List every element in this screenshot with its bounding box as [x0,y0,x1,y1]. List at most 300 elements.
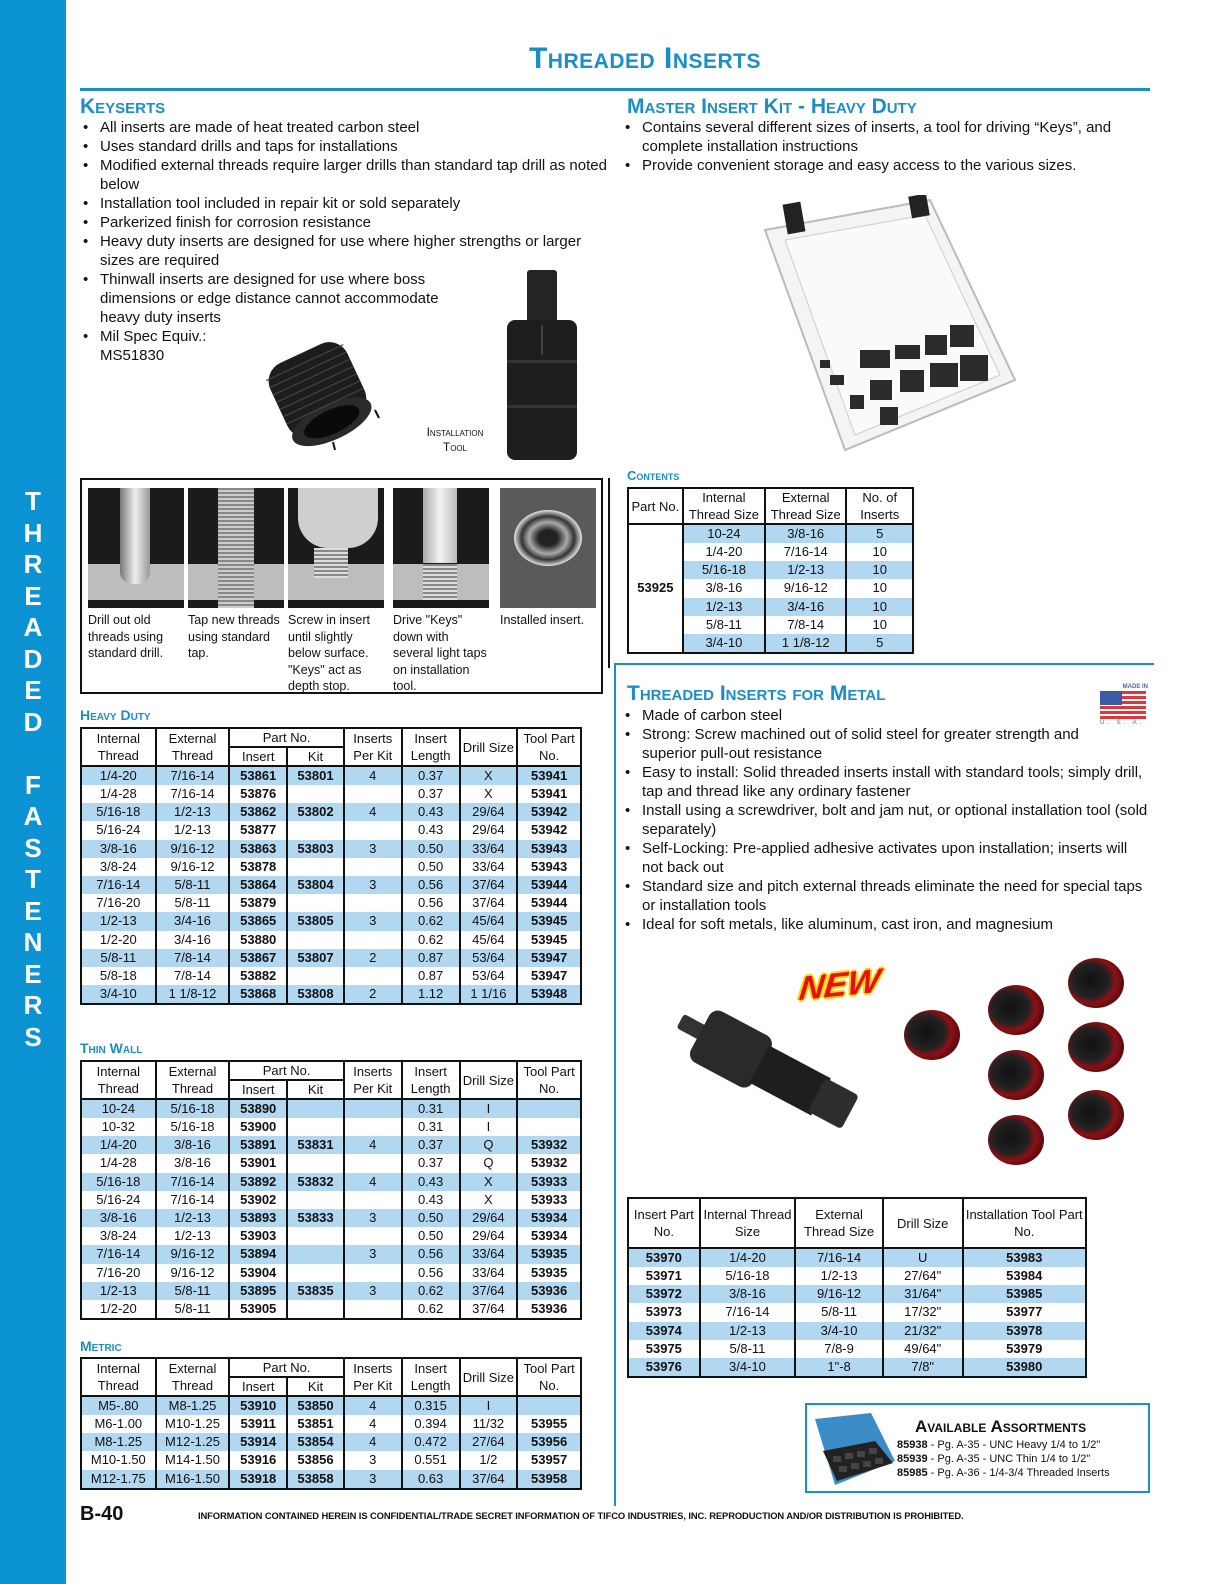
table-row [81,1396,581,1415]
table-cell: 53900 [229,1118,287,1136]
table-cell: 10 [846,598,913,616]
table-row [628,1285,1086,1303]
bullet: • Contains several different sizes of inserts, a tool for driving “Keys”, and complete installation instructions [622,118,1152,156]
table-cell: 10 [846,616,913,634]
table-cell: 53934 [517,1209,581,1227]
assortment-item[interactable]: 85939 - Pg. A-35 - UNC Thin 1/4 to 1/2" [897,1453,1091,1465]
table-cell: 53879 [229,894,287,912]
table-cell: 0.43 [402,821,460,839]
table-cell: 7/16-20 [81,1264,156,1282]
table-cell: 53893 [229,1209,287,1227]
table-cell: 9/16-12 [765,579,846,597]
table-cell [287,1227,344,1245]
table-cell: 3/8-16 [81,1209,156,1227]
table-cell: 53972 [628,1285,700,1303]
table-cell: 9/16-12 [156,1245,230,1263]
step-installed-photo [500,488,596,608]
table-cell: 7/16-14 [81,876,156,894]
table-cell: 53955 [517,1415,581,1433]
table-cell: 53856 [287,1451,344,1469]
table-cell: 53970 [628,1248,700,1267]
heavy-duty-heading: Heavy Duty [80,707,151,723]
table-cell: 5 [846,634,913,653]
table-cell: 3/4-10 [683,634,765,653]
table-cell: 49/64" [883,1340,963,1358]
table-cell: 5/16-18 [81,1173,156,1191]
table-cell: 7/8-14 [765,616,846,634]
table-cell: 4 [344,803,402,821]
table-cell: 53974 [628,1322,700,1340]
table-cell: 53890 [229,1099,287,1118]
assortment-item[interactable]: 85985 - Pg. A-36 - 1/4-3/4 Threaded Inserts [897,1467,1110,1479]
table-cell: 53867 [229,949,287,967]
table-cell: 53943 [517,858,581,876]
table-cell: 5/8-11 [81,949,156,967]
table-cell: 33/64 [460,858,518,876]
table-cell: 1/4-20 [700,1248,796,1267]
table-row [628,1340,1086,1358]
table-row [81,1300,581,1319]
table-cell: 53936 [517,1300,581,1319]
table-cell [287,1118,344,1136]
table-cell: 53975 [628,1340,700,1358]
table-cell: 29/64 [460,803,518,821]
step-drill: Drill out old threads using standard drill. [88,488,184,662]
page-title: Threaded Inserts [528,42,761,75]
page-number: B-40 [80,1503,124,1525]
table-cell: 53892 [229,1173,287,1191]
table-cell: 53944 [517,876,581,894]
table-cell: 3/4-10 [81,985,156,1004]
table-cell: 53911 [229,1415,287,1433]
table-cell: 2 [344,985,402,1004]
table-cell: 1/2-20 [81,1300,156,1319]
bullet: • Strong: Screw machined out of solid steel for greater strength and superior pull-out resistance [622,725,1082,763]
table-cell: 4 [344,1415,402,1433]
bullet: • Self-Locking: Pre-applied adhesive activates upon installation; inserts will not back out [622,839,1152,877]
bullet: • All inserts are made of heat treated carbon steel [80,118,610,137]
table-cell: 3 [344,1282,402,1300]
table-cell: 0.87 [402,967,460,985]
step-tap-photo [188,488,284,608]
contents-table: Part No. Internal Thread Size External Thread Size No. of Inserts 53925 10-24 3/8-16 5 1/4-20 7/16-14 10 5/16-18 1/2-13 10 3/8-16 9/16-12 10 1/2-13 3/4-16 10 5/8-11 7/8-14 10 3/4-10 1 1/8-12 5 [627,487,914,654]
table-row [81,1451,581,1469]
table-cell: 53833 [287,1209,344,1227]
table-cell: 0.56 [402,876,460,894]
table-cell [344,785,402,803]
assortments-heading: Available Assortments [915,1417,1087,1436]
table-cell: 0.56 [402,1245,460,1263]
table-cell: 0.63 [402,1470,460,1489]
table-cell: 53904 [229,1264,287,1282]
table-cell: 53832 [287,1173,344,1191]
step-installed: Installed insert. [500,488,596,629]
table-cell [344,821,402,839]
table-cell [517,1396,581,1415]
table-cell: 53851 [287,1415,344,1433]
table-cell: 5/8-11 [683,616,765,634]
table-row [81,1245,581,1263]
table-cell: 5/8-18 [81,967,156,985]
step-screw-in: Screw in insert until slightly below surface. "Keys" act as depth stop. [288,488,384,695]
table-cell [344,1154,402,1172]
table-row [81,1470,581,1489]
table-cell: 31/64" [883,1285,963,1303]
table-cell: M8-1.25 [156,1396,230,1415]
bullet: • Uses standard drills and taps for installations [80,137,610,156]
table-cell: 53876 [229,785,287,803]
table-row [81,1173,581,1191]
table-cell: 53894 [229,1245,287,1263]
table-cell: M14-1.50 [156,1451,230,1469]
table-cell: 37/64 [460,876,518,894]
table-cell: 3/8-16 [81,840,156,858]
table-cell [287,1191,344,1209]
table-row [628,524,913,543]
assortment-item[interactable]: 85938 - Pg. A-35 - UNC Heavy 1/4 to 1/2" [897,1439,1101,1451]
table-cell: 0.37 [402,1136,460,1154]
table-row [81,949,581,967]
bullet: • Easy to install: Solid threaded inserts install with standard tools; simply drill, tap and thread like any ordinary fastener [622,763,1152,801]
table-cell: 53861 [229,766,287,785]
table-cell: 53864 [229,876,287,894]
table-cell: 53831 [287,1136,344,1154]
table-cell: 45/64 [460,912,518,930]
table-row [81,1227,581,1245]
table-cell: 45/64 [460,931,518,949]
table-cell: 53976 [628,1358,700,1377]
table-row [628,1303,1086,1321]
table-cell: 9/16-12 [156,858,230,876]
table-cell: 37/64 [460,1300,518,1319]
table-cell: 3 [344,1451,402,1469]
table-cell: 53862 [229,803,287,821]
table-cell: 53805 [287,912,344,930]
master-kit-case-image [760,195,1020,460]
table-cell: 53905 [229,1300,287,1319]
table-cell: 1/2-13 [156,1227,230,1245]
table-cell: X [460,1191,518,1209]
table-row [81,876,581,894]
table-cell: 53802 [287,803,344,821]
table-cell: 53891 [229,1136,287,1154]
table-cell: 53933 [517,1173,581,1191]
table-cell: 53985 [963,1285,1086,1303]
table-cell: 7/16-14 [156,1173,230,1191]
table-cell: 7/8-14 [156,967,230,985]
table-cell: 53903 [229,1227,287,1245]
table-cell: 53/64 [460,967,518,985]
table-cell: 0.62 [402,912,460,930]
table-cell: 53858 [287,1470,344,1489]
step-drive-keys-photo [393,488,489,608]
table-cell: 5/8-11 [156,1300,230,1319]
installation-tool-caption: Installation Tool [426,425,484,454]
table-cell: 53854 [287,1433,344,1451]
metal-section-top-rule [614,663,1154,665]
table-cell: 21/32" [883,1322,963,1340]
table-cell: 0.50 [402,858,460,876]
table-cell: 27/64" [883,1267,963,1285]
thin-wall-heading: Thin Wall [80,1040,143,1056]
table-cell: 53/64 [460,949,518,967]
table-cell: 3 [344,1209,402,1227]
available-assortments-box [805,1403,1150,1493]
table-cell: 0.472 [402,1433,460,1451]
table-cell: 0.62 [402,1300,460,1319]
table-cell: 5/8-11 [156,1282,230,1300]
table-cell: 7/16-14 [81,1245,156,1263]
table-cell: 33/64 [460,1264,518,1282]
table-cell: 0.31 [402,1099,460,1118]
assortment-case-image [813,1411,897,1487]
table-cell: M12-1.25 [156,1433,230,1451]
table-cell: 53902 [229,1191,287,1209]
table-cell [517,1099,581,1118]
table-cell: 53947 [517,949,581,967]
table-cell [287,931,344,949]
metric-table: Internal Thread External Thread Part No. Inserts Per Kit Insert Length Drill Size Tool Part No. Insert Kit M5-.80 M8-1.25 53910 53850 4 0.315 I M6-1.00 M10-1.25 53911 53851 4 0.394 11/32 53955 M8-1.25 M12-1.25 53914 53854 4 0.472 27/64 53956 M10-1.50 M14-1.50 53916 53856 3 0.551 1/2 53957 M12-1.75 M16-1.50 53918 53858 3 0.63 37/64 53958 [80,1357,582,1490]
table-cell: 53941 [517,785,581,803]
table-cell: 7/16-14 [156,1191,230,1209]
table-cell: 7/8" [883,1358,963,1377]
table-cell: 1/2-13 [683,598,765,616]
table-cell: 3/8-16 [156,1154,230,1172]
table-cell: 1/2-13 [81,1282,156,1300]
table-cell: 3/4-10 [700,1358,796,1377]
table-cell: 0.37 [402,785,460,803]
contents-part-number: 53925 [628,524,683,653]
table-cell [344,1191,402,1209]
table-cell: M5-.80 [81,1396,156,1415]
table-cell: 1/2-13 [765,561,846,579]
table-row [628,1322,1086,1340]
table-cell: I [460,1118,518,1136]
table-row [81,1136,581,1154]
table-cell: 3/4-16 [156,931,230,949]
table-cell: 3/8-16 [156,1136,230,1154]
table-row [81,985,581,1004]
table-cell [287,1300,344,1319]
table-cell [344,1264,402,1282]
table-cell: 53941 [517,766,581,785]
metal-inserts-heading: Threaded Inserts for Metal [627,682,886,705]
table-cell: 53945 [517,912,581,930]
table-row [81,967,581,985]
table-row [81,1154,581,1172]
table-cell: 0.56 [402,894,460,912]
table-cell: 1/4-28 [81,785,156,803]
table-row [81,1191,581,1209]
table-row [81,785,581,803]
metal-insert-tool-image [660,1000,875,1150]
bullet: • Parkerized finish for corrosion resistance [80,213,610,232]
table-cell: 53947 [517,967,581,985]
table-cell: 53935 [517,1264,581,1282]
table-cell: X [460,785,518,803]
table-cell: U [883,1248,963,1267]
bullet: • Installation tool included in repair kit or sold separately [80,194,610,213]
table-cell [287,1154,344,1172]
table-cell [287,1099,344,1118]
table-cell: 3/8-16 [683,579,765,597]
table-cell: 1/2-13 [156,821,230,839]
metal-inserts-bullets [622,706,1152,934]
table-cell: 53850 [287,1396,344,1415]
footer-notice: INFORMATION CONTAINED HEREIN IS CONFIDENTIAL/TRADE SECRET INFORMATION OF TIFCO INDUSTRIES, INC. REPRODUCTION AND/OR DISTRIBUTION IS PROHIBITED. [198,1510,964,1521]
table-cell [344,967,402,985]
installation-tool-image [495,265,590,465]
table-cell: 7/16-14 [700,1303,796,1321]
metal-section-left-rule [614,663,616,1506]
table-cell: 10-32 [81,1118,156,1136]
table-cell: 53977 [963,1303,1086,1321]
bullet: • Standard size and pitch external threads eliminate the need for special taps or installation tools [622,877,1152,915]
table-cell: 53910 [229,1396,287,1415]
table-cell: 0.43 [402,1173,460,1191]
table-cell [287,967,344,985]
title-divider [80,88,1150,91]
table-cell: M10-1.25 [156,1415,230,1433]
table-row [81,1209,581,1227]
table-cell: 53942 [517,821,581,839]
table-cell: 5/16-18 [156,1099,230,1118]
table-row [628,1248,1086,1267]
table-cell: 0.56 [402,1264,460,1282]
table-cell: 53971 [628,1267,700,1285]
table-cell: 4 [344,766,402,785]
table-cell: 53801 [287,766,344,785]
table-cell: M12-1.75 [81,1470,156,1489]
table-cell: 9/16-12 [795,1285,883,1303]
table-cell: 3 [344,912,402,930]
master-kit-bullets [622,118,1152,175]
table-row [81,803,581,821]
table-cell: I [460,1099,518,1118]
table-row [81,1433,581,1451]
table-row [81,821,581,839]
table-cell [344,1099,402,1118]
table-cell: 5/16-18 [156,1118,230,1136]
table-cell [517,1118,581,1136]
table-cell: 4 [344,1396,402,1415]
table-cell: 1/4-20 [683,543,765,561]
table-cell: 10 [846,543,913,561]
table-cell: 53933 [517,1191,581,1209]
table-cell: 27/64 [460,1433,518,1451]
table-cell: 10 [846,561,913,579]
table-cell: 3 [344,876,402,894]
table-cell: 1/2-13 [156,1209,230,1227]
bullet: • Provide convenient storage and easy access to the various sizes. [622,156,1152,175]
table-cell: 53935 [517,1245,581,1263]
table-cell: 53936 [517,1282,581,1300]
table-cell: 0.50 [402,1227,460,1245]
table-cell: 1/4-28 [81,1154,156,1172]
table-cell: 1"-8 [795,1358,883,1377]
table-cell [287,1264,344,1282]
contents-heading: Contents [627,468,680,483]
table-cell: 0.37 [402,766,460,785]
table-cell: 5 [846,524,913,543]
table-cell: 53983 [963,1248,1086,1267]
bullet: • Made of carbon steel [622,706,1152,725]
table-cell: 53958 [517,1470,581,1489]
table-cell: 53957 [517,1451,581,1469]
table-cell: 53803 [287,840,344,858]
table-cell: 53808 [287,985,344,1004]
step-screw-in-photo [288,488,384,608]
table-cell: 53948 [517,985,581,1004]
side-tab-label: T H R E A D E D F A S T E N E R S [23,486,43,1052]
table-cell: 7/16-14 [156,766,230,785]
table-cell: 1/2-13 [795,1267,883,1285]
table-cell: 37/64 [460,1282,518,1300]
bullet: • Modified external threads require larger drills than standard tap drill as noted below [80,156,610,194]
table-cell: 2 [344,949,402,967]
table-cell: 17/32" [883,1303,963,1321]
table-cell: 0.50 [402,1209,460,1227]
table-cell [287,858,344,876]
table-cell: 5/16-24 [81,821,156,839]
keysert-insert-image [255,330,380,450]
table-cell: M10-1.50 [81,1451,156,1469]
table-row [81,1415,581,1433]
table-cell: 0.315 [402,1396,460,1415]
table-cell: 1/4-20 [81,766,156,785]
table-cell: 0.551 [402,1451,460,1469]
table-cell: 29/64 [460,1227,518,1245]
table-row [81,858,581,876]
table-row [81,1099,581,1118]
table-row [81,1264,581,1282]
table-cell [287,821,344,839]
table-cell: 53882 [229,967,287,985]
table-cell: 3/8-16 [765,524,846,543]
table-cell: 53865 [229,912,287,930]
table-cell: 3/4-10 [795,1322,883,1340]
table-cell: 0.394 [402,1415,460,1433]
table-cell: 0.87 [402,949,460,967]
table-cell: 33/64 [460,1245,518,1263]
bullet: • Thinwall inserts are designed for use where boss dimensions or edge distance cannot accommodate heavy duty inserts [80,270,465,327]
table-cell [344,931,402,949]
assortments-list [897,1438,1110,1480]
table-cell: 1 1/16 [460,985,518,1004]
table-cell [344,858,402,876]
step-drill-photo [88,488,184,608]
table-cell: I [460,1396,518,1415]
table-cell: M16-1.50 [156,1470,230,1489]
table-cell: X [460,1173,518,1191]
table-cell: 53932 [517,1154,581,1172]
table-cell: 7/8-14 [156,949,230,967]
table-cell: 53956 [517,1433,581,1451]
table-cell: 53863 [229,840,287,858]
table-cell: 10-24 [81,1099,156,1118]
table-cell: 0.62 [402,931,460,949]
table-cell: 37/64 [460,894,518,912]
table-cell: M8-1.25 [81,1433,156,1451]
table-cell: 4 [344,1136,402,1154]
table-cell: 53934 [517,1227,581,1245]
table-cell [344,1118,402,1136]
thin-wall-table: Internal Thread External Thread Part No. Inserts Per Kit Insert Length Drill Size Tool Part No. Insert Kit 10-24 5/16-18 53890 0.31 I 10-32 5/16-18 53900 0.31 I 1/4-20 3/8-16 53891 53831 4 0.37 Q 53932 1/4-28 3/8-16 53901 0.37 Q 53932 5/16-18 7/16-14 53892 53832 4 0.43 X 53933 5/16-24 7/16-14 53902 0.43 X 53933 3/8-16 1/2-13 53893 53833 3 0.50 29/64 53934 3/8-24 1/2-13 53903 0.50 29/64 53934 7/16-14 9/16-12 53894 3 0.56 33/64 53935 7/16-20 9/16-12 53904 0.56 33/64 53935 1/2-13 5/8-11 53895 53835 3 0.62 37/64 53936 1/2-20 5/8-11 53905 0.62 37/64 53936 [80,1060,582,1320]
table-cell: 53835 [287,1282,344,1300]
table-cell: 7/16-14 [765,543,846,561]
table-row [628,1267,1086,1285]
bullet: • Ideal for soft metals, like aluminum, cast iron, and magnesium [622,915,1152,934]
